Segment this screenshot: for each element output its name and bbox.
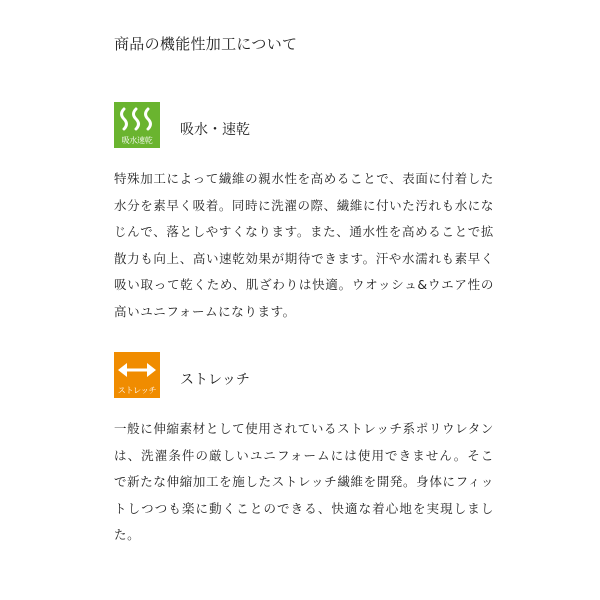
feature-description: 一般に伸縮素材として使用されているストレッチ系ポリウレタンは、洗濯条件の厳しいユニフォームには使用できません。そこで新たな伸縮加工を施したストレッチ繊維を開発。身体にフィットしつつも楽に動くことのできる、快適な着心地を実現しました。 — [114, 421, 494, 542]
badge-label: 吸水速乾 — [121, 136, 153, 145]
feature-heading: 吸水・速乾 — [180, 122, 250, 138]
feature-description: 特殊加工によって繊維の親水性を高めることで、表面に付着した水分を素早く吸着。同時に洗濯の際、繊維に付いた汚れも水になじんで、落としやすくなります。また、通水性を高めることで拡散力も向上、高い速乾効果が期待できます。汗や水濡れも素早く吸い取って乾くため、肌ざわりは快適。ウオッシュ&ウエア性の高いユニフォームになります。 — [114, 171, 494, 319]
badge-label: ストレッチ — [117, 386, 157, 395]
feature-heading: ストレッチ — [180, 372, 250, 388]
feature-stretch — [114, 352, 494, 561]
feature-absorb-quick-dry — [114, 102, 494, 338]
page-title: 商品の機能性加工について — [114, 35, 298, 53]
absorb-quick-dry-badge — [114, 102, 160, 148]
stretch-badge — [114, 352, 160, 398]
feature-header — [114, 102, 494, 152]
feature-header — [114, 352, 494, 402]
